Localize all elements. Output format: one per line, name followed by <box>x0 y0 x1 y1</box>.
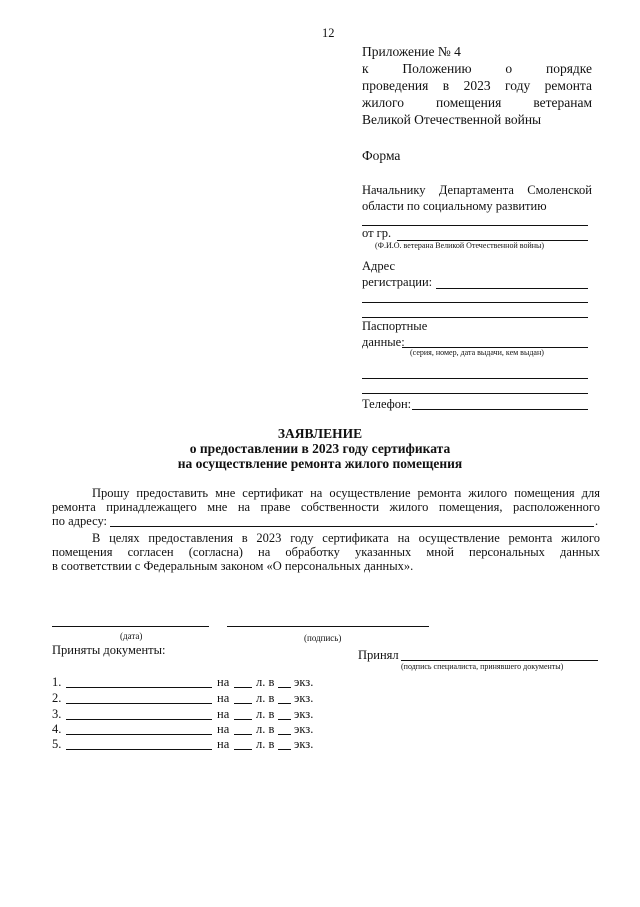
na-label: на <box>217 675 230 689</box>
statement-title: ЗАЯВЛЕНИЕ <box>277 426 363 441</box>
page-number: 12 <box>322 26 335 40</box>
na-label: на <box>217 737 230 751</box>
document-name-field[interactable] <box>66 687 212 688</box>
specialist-signature-field[interactable] <box>401 660 598 661</box>
p1-line-1: Прошу предоставить мне сертификат на осуществление ремонта жилого помещения для <box>92 486 600 500</box>
addressee-line-1: Начальнику Департамента Смоленской <box>362 183 592 197</box>
sheets-label: л. в <box>256 675 275 689</box>
row-number: 4. <box>52 722 62 736</box>
document-name-field[interactable] <box>66 703 212 704</box>
p2-line-1: В целях предоставления в 2023 году сертификата на осуществление ремонта жилого <box>92 531 600 545</box>
passport-label-1: Паспортные <box>362 319 428 333</box>
na-label: на <box>217 691 230 705</box>
row-number: 1. <box>52 675 62 689</box>
row-number: 2. <box>52 691 62 705</box>
signature-hint: (подпись) <box>304 633 342 643</box>
from-label: от гр. <box>362 226 392 240</box>
appendix-line-2: проведения в 2023 году ремонта <box>362 78 592 93</box>
statement-subtitle-2: на осуществление ремонта жилого помещения <box>177 456 463 471</box>
row-number: 5. <box>52 737 62 751</box>
na-label: на <box>217 707 230 721</box>
copies-field[interactable] <box>278 719 291 720</box>
copies-field[interactable] <box>278 734 291 735</box>
copies-field[interactable] <box>278 703 291 704</box>
address-field-1[interactable] <box>436 288 588 289</box>
copies-field[interactable] <box>278 687 291 688</box>
appendix-line-4: Великой Отечественной войны <box>362 112 542 127</box>
appendix-line-1: к Положению о порядке <box>362 61 592 76</box>
sheets-field[interactable] <box>234 719 252 720</box>
appendix-title: Приложение № 4 <box>362 44 461 59</box>
passport-label-2: данные: <box>362 335 405 349</box>
p1-line-2: ремонта принадлежащего мне на праве собственности жилого помещения, расположенного <box>52 500 600 514</box>
passport-field-3[interactable] <box>362 393 588 394</box>
passport-field-2[interactable] <box>362 378 588 379</box>
address-field-3[interactable] <box>362 317 588 318</box>
sheets-label: л. в <box>256 691 275 705</box>
sheets-field[interactable] <box>234 703 252 704</box>
sheets-label: л. в <box>256 722 275 736</box>
date-hint: (дата) <box>120 631 143 641</box>
document-name-field[interactable] <box>66 749 212 750</box>
signature-field[interactable] <box>227 626 429 627</box>
document-name-field[interactable] <box>66 734 212 735</box>
sheets-field[interactable] <box>234 687 252 688</box>
received-label: Принял <box>358 648 399 662</box>
copies-label: экз. <box>294 691 314 705</box>
from-hint: (Ф.И.О. ветерана Великой Отечественной войны) <box>375 241 545 250</box>
p1-line-3: по адресу: <box>52 514 108 528</box>
docs-label: Приняты документы: <box>52 643 166 657</box>
address-input-line[interactable] <box>110 526 594 527</box>
row-number: 3. <box>52 707 62 721</box>
sheets-field[interactable] <box>234 734 252 735</box>
copies-label: экз. <box>294 675 314 689</box>
p1-end: . <box>595 514 599 528</box>
addressee-line-2: области по социальному развитию <box>362 199 547 213</box>
phone-field[interactable] <box>412 409 588 410</box>
na-label: на <box>217 722 230 736</box>
form-label: Форма <box>362 148 401 163</box>
phone-label: Телефон: <box>362 397 412 411</box>
sheets-label: л. в <box>256 707 275 721</box>
statement-subtitle-1: о предоставлении в 2023 году сертификата <box>189 441 451 456</box>
address-label-2: регистрации: <box>362 275 433 289</box>
sheets-label: л. в <box>256 737 275 751</box>
copies-field[interactable] <box>278 749 291 750</box>
date-field[interactable] <box>52 626 209 627</box>
document-name-field[interactable] <box>66 719 212 720</box>
passport-hint: (серия, номер, дата выдачи, кем выдан) <box>410 348 544 357</box>
specialist-hint: (подпись специалиста, принявшего документы) <box>401 662 564 671</box>
address-field-2[interactable] <box>362 302 588 303</box>
appendix-line-3: жилого помещения ветеранам <box>362 95 592 110</box>
copies-label: экз. <box>294 722 314 736</box>
p2-line-2: помещения согласен (согласна) на обработку указанных мной персональных данных <box>52 545 600 559</box>
copies-label: экз. <box>294 737 314 751</box>
p2-line-3: в соответствии с Федеральным законом «О персональных данных». <box>52 559 414 573</box>
addressee-blank-line[interactable] <box>362 225 588 226</box>
address-label-1: Адрес <box>362 259 396 273</box>
copies-label: экз. <box>294 707 314 721</box>
sheets-field[interactable] <box>234 749 252 750</box>
